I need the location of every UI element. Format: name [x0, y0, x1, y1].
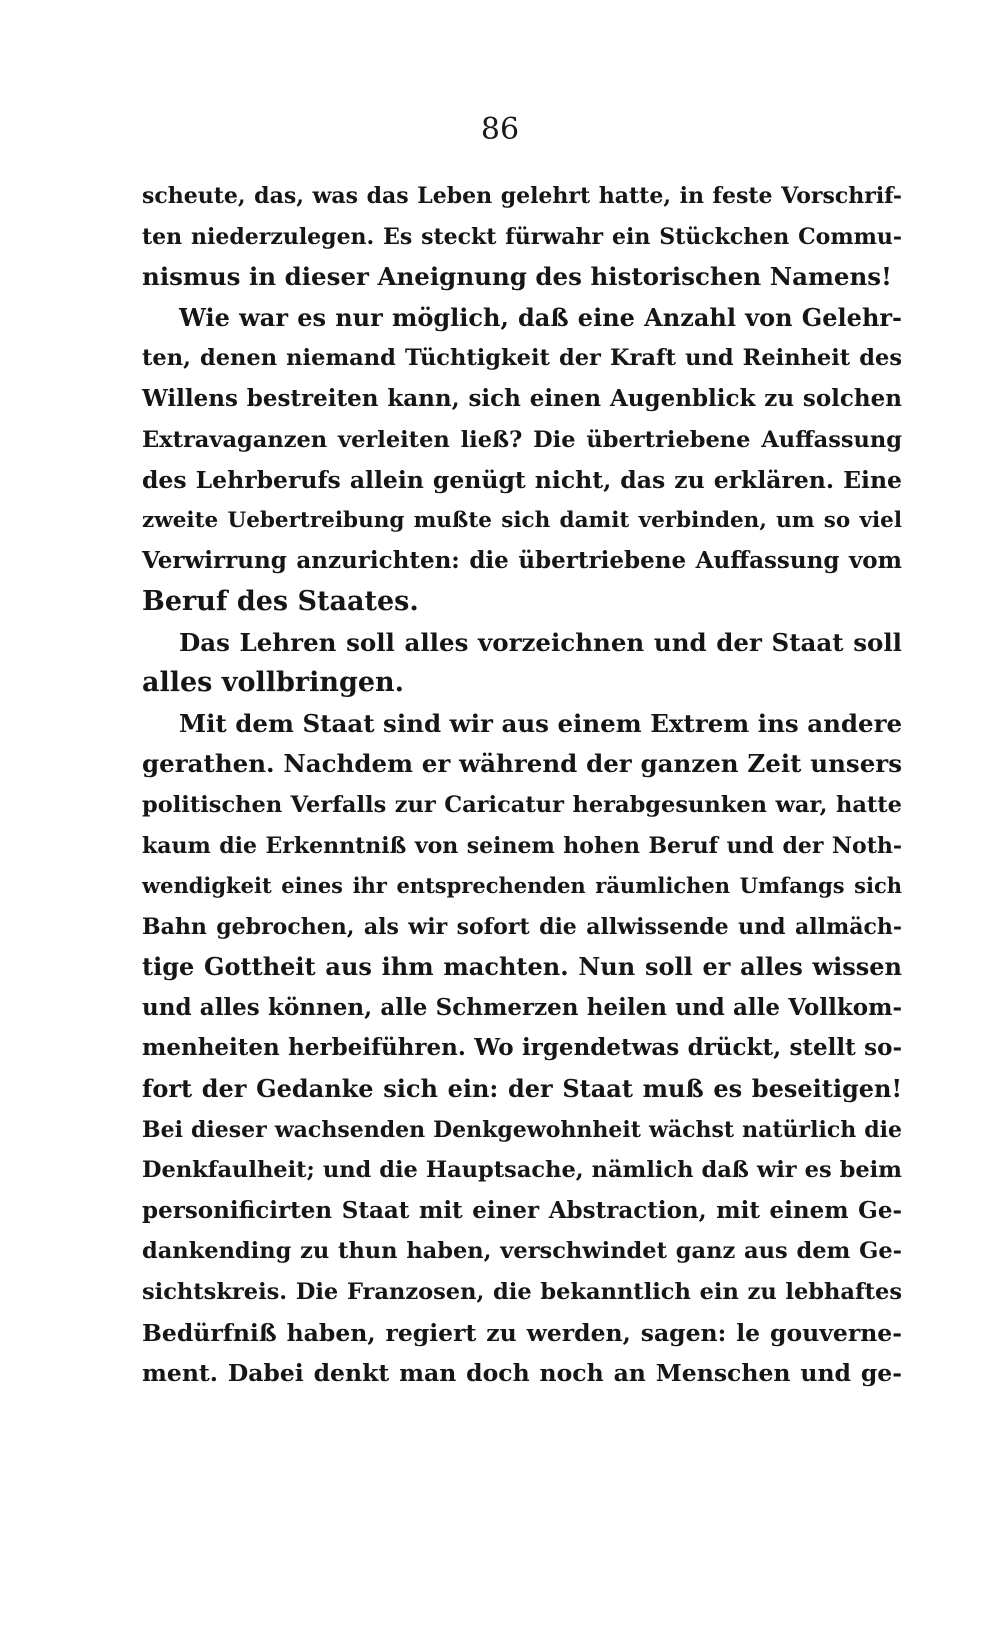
text-line: tige Gottheit aus ihm machten. Nun soll er alles wissen	[142, 952, 902, 982]
text-line: nismus in dieser Aneignung des historischen Namens!	[142, 262, 892, 292]
text-line: politischen Verfalls zur Caricatur herabgesunken war, hatte	[142, 791, 902, 818]
text-line: Denkfaulheit; und die Hauptsache, nämlich daß wir es beim	[142, 1157, 902, 1184]
text-line: zweite Uebertreibung mußte sich damit verbinden, um so viel	[142, 507, 902, 533]
text-line: scheute, das, was das Leben gelehrt hatte, in feste Vorschrif-	[142, 183, 902, 209]
text-line: Wie war es nur möglich, daß eine Anzahl von Gelehr-	[179, 302, 902, 332]
text-line: kaum die Erkenntniß von seinem hohen Beruf und der Noth-	[142, 832, 902, 859]
text-line: Extravaganzen verleiten ließ? Die übertriebene Auffassung	[142, 426, 902, 453]
text-line: alles vollbringen.	[142, 667, 405, 699]
text-line: und alles können, alle Schmerzen heilen und alle Vollkom-	[142, 993, 902, 1021]
text-line: Bei dieser wachsenden Denkgewohnheit wächst natürlich die	[142, 1116, 902, 1143]
text-line: ment. Dabei denkt man doch noch an Menschen und ge-	[142, 1359, 902, 1388]
text-line: Beruf des Staates.	[142, 585, 419, 617]
text-line: des Lehrberufs allein genügt nicht, das zu erklären. Eine	[142, 466, 902, 495]
text-line: gerathen. Nachdem er während der ganzen Zeit unsers	[142, 749, 902, 779]
text-line: Bahn gebrochen, als wir sofort die allwissende und allmäch-	[142, 913, 902, 940]
text-line: fort der Gedanke sich ein: der Staat muß es beseitigen!	[142, 1074, 902, 1104]
text-line: dankending zu thun haben, verschwindet ganz aus dem Ge-	[142, 1238, 902, 1265]
body-text	[142, 176, 902, 1394]
text-line: wendigkeit eines ihr entsprechenden räumlichen Umfangs sich	[142, 873, 902, 899]
text-line: Das Lehren soll alles vorzeichnen und der Staat soll	[179, 627, 902, 657]
text-line: Verwirrung anzurichten: die übertriebene Auffassung vom	[142, 547, 902, 575]
text-line: ten niederzulegen. Es steckt fürwahr ein Stückchen Commu-	[142, 223, 902, 250]
text-line: Mit dem Staat sind wir aus einem Extrem ins andere	[179, 708, 903, 738]
page-number: 86	[480, 112, 520, 147]
text-line: Willens bestreiten kann, sich einen Augenblick zu solchen	[142, 384, 902, 412]
text-line: menheiten herbeiführen. Wo irgendetwas drückt, stellt so-	[142, 1034, 902, 1062]
text-line: sichtskreis. Die Franzosen, die bekanntlich ein zu lebhaftes	[142, 1279, 902, 1306]
text-line: ten, denen niemand Tüchtigkeit der Kraft und Reinheit des	[142, 345, 902, 372]
text-line: Bedürfniß haben, regiert zu werden, sagen: le gouverne-	[142, 1318, 902, 1347]
text-line: personificirten Staat mit einer Abstraction, mit einem Ge-	[142, 1196, 902, 1224]
